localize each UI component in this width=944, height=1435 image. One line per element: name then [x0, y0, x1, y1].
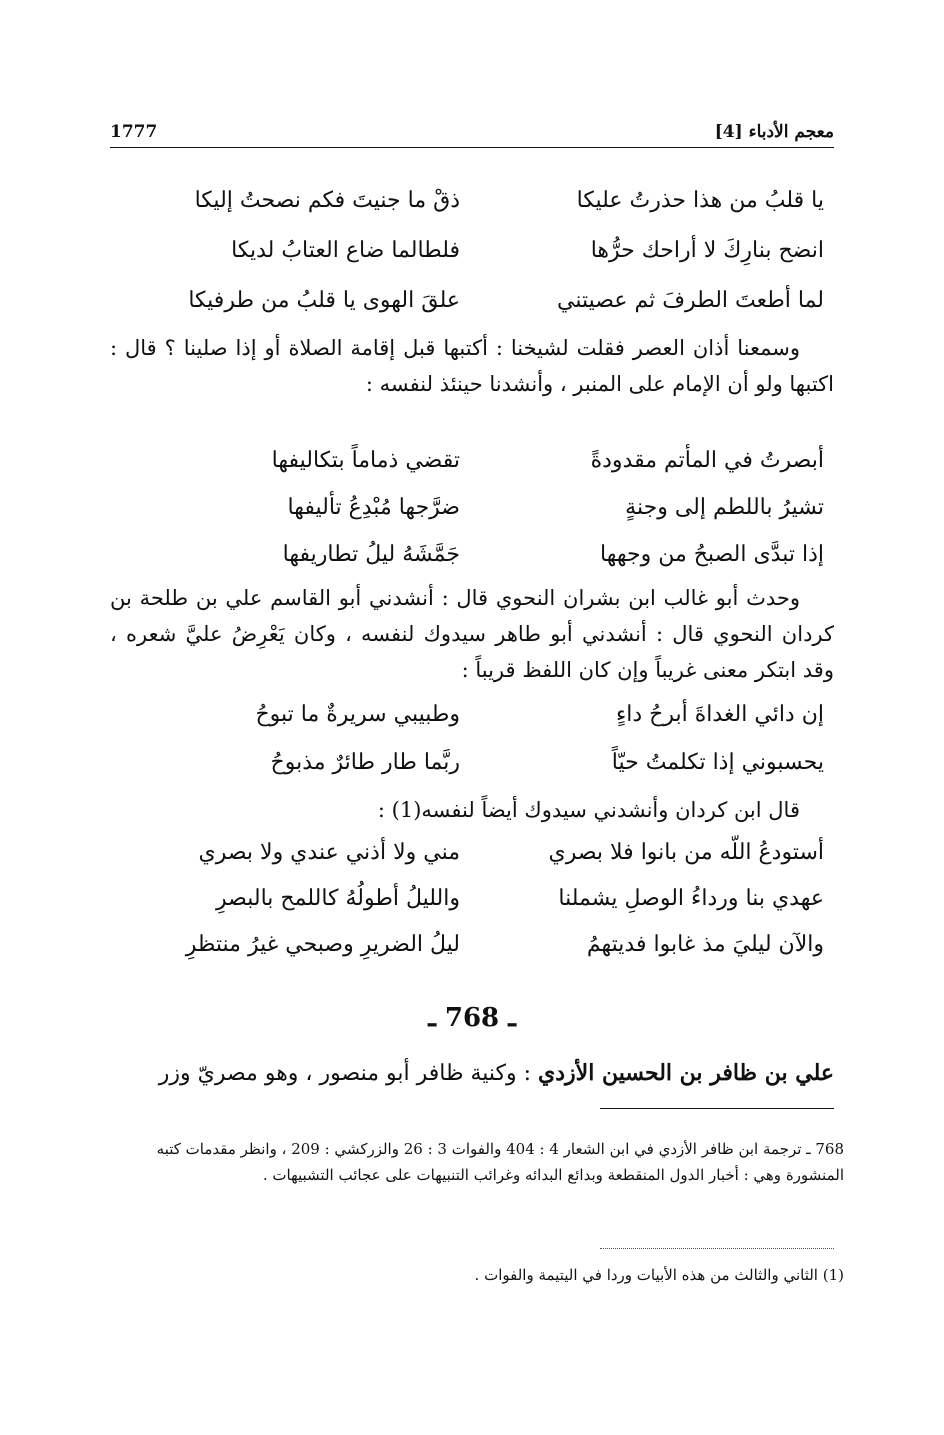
- prose-paragraph: وحدث أبو غالب ابن بشران النحوي قال : أنشدني أبو القاسم علي بن طلحة بن كردان النحوي قال : أنشدني أبو طاهر سيدوك لنفسه ، وكان يَعْرِضُ عليَّ شعره ، وقد ابتكر معنى غريباً وإن كان اللفظ قريباً :: [110, 586, 834, 682]
- entry-name: علي بن ظافر بن الحسين الأزدي: [538, 1060, 834, 1086]
- verse-second-hemistich: فلطالما ضاع العتابُ لديكا: [231, 238, 460, 263]
- verse-first-hemistich: تشيرُ باللطم إلى وجنةٍ: [625, 495, 824, 520]
- verse-first-hemistich: أبصرتُ في المأتم مقدودةً: [590, 448, 824, 473]
- verse-first-hemistich: يحسبوني إذا تكلمتُ حيّاً: [611, 750, 824, 775]
- verse-line: [110, 750, 834, 790]
- verse-line: [110, 886, 834, 926]
- entry-heading-line: [110, 1055, 834, 1092]
- verse-first-hemistich: عهدي بنا ورداءُ الوصلِ يشملنا: [558, 886, 824, 911]
- verse-first-hemistich: انضح بنارِكَ لا أراحك حرُّها: [590, 238, 824, 263]
- verse-second-hemistich: علقَ الهوى يا قلبُ من طرفيكا: [188, 288, 460, 313]
- prose-paragraph: قال ابن كردان وأنشدني سيدوك أيضاً لنفسه(1) :: [377, 798, 800, 822]
- verse-second-hemistich: والليلُ أطولُهُ كاللمح بالبصرِ: [216, 886, 460, 911]
- prose-paragraph: وسمعنا أذان العصر فقلت لشيخنا : أكتبها قبل إقامة الصلاة أو إذا صلينا ؟ قال : اكتبها ولو أن الإمام على المنبر ، وأنشدنا حينئذ لنفسه :: [110, 336, 834, 396]
- verse-second-hemistich: جَمَّشَهُ ليلُ تطاريفها: [282, 542, 460, 567]
- verse-line: [110, 288, 834, 328]
- entry-text: : وكنية ظافر أبو منصور ، وهو مصريّ وزر: [158, 1061, 539, 1086]
- verse-second-hemistich: وطبيبي سريرةٌ ما تبوحُ: [255, 702, 460, 727]
- verse-first-hemistich: أستودعُ اللّه من بانوا فلا بصري: [548, 840, 824, 865]
- verse-second-hemistich: مني ولا أذني عندي ولا بصري: [198, 840, 460, 865]
- verse-first-hemistich: لما أطعتَ الطرفَ ثم عصيتني: [557, 288, 824, 313]
- verse-line: [110, 702, 834, 742]
- footnote-rule: [600, 1108, 834, 1109]
- running-header: [110, 118, 834, 154]
- verse-line: [110, 542, 834, 582]
- verse-first-hemistich: يا قلبُ من هذا حذرتُ عليكا: [576, 188, 824, 213]
- verse-line: [110, 932, 834, 972]
- entry-number: ـ 768 ـ: [428, 1003, 516, 1033]
- verse-second-hemistich: تقضي ذماماً بتكاليفها: [271, 448, 460, 473]
- page-number: 1777: [110, 122, 158, 142]
- verse-first-hemistich: إذا تبدَّى الصبحُ من وجهها: [600, 542, 824, 567]
- verse-line: [110, 495, 834, 535]
- verse-line: [110, 188, 834, 228]
- verse-second-hemistich: ليلُ الضريرِ وصبحي غيرُ منتظرِ: [185, 932, 460, 957]
- verse-second-hemistich: ضرَّجها مُبْدِعُ تأليفها: [287, 495, 460, 520]
- book-title: معجم الأدباء [4]: [714, 122, 834, 142]
- footnote-biography: 768 ـ ترجمة ابن ظافر الأزدي في ابن الشعار 4 : 404 والفوات 3 : 26 والزركشي : 209 ، وانظر مقدمات كتبه المنشورة وهي : أخبار الدول المنقطعة وبدائع البدائه وغرائب التنبيهات على عجائب التشبيهات .: [156, 1140, 844, 1184]
- footnote-1: (1) الثاني والثالث من هذه الأبيات وردا في اليتيمة والفوات .: [474, 1266, 844, 1284]
- verse-second-hemistich: ربَّما طار طائرٌ مذبوحُ: [270, 750, 460, 775]
- verse-line: [110, 840, 834, 880]
- header-rule: [110, 147, 834, 148]
- verse-line: [110, 448, 834, 488]
- footnote-separator: [600, 1248, 834, 1249]
- verse-line: [110, 238, 834, 278]
- verse-first-hemistich: إن دائي الغداةَ أبرحُ داءٍ: [615, 702, 824, 727]
- verse-first-hemistich: والآن ليليَ مذ غابوا فديتهمُ: [586, 932, 824, 957]
- verse-second-hemistich: ذقْ ما جنيتَ فكم نصحتُ إليكا: [194, 188, 460, 213]
